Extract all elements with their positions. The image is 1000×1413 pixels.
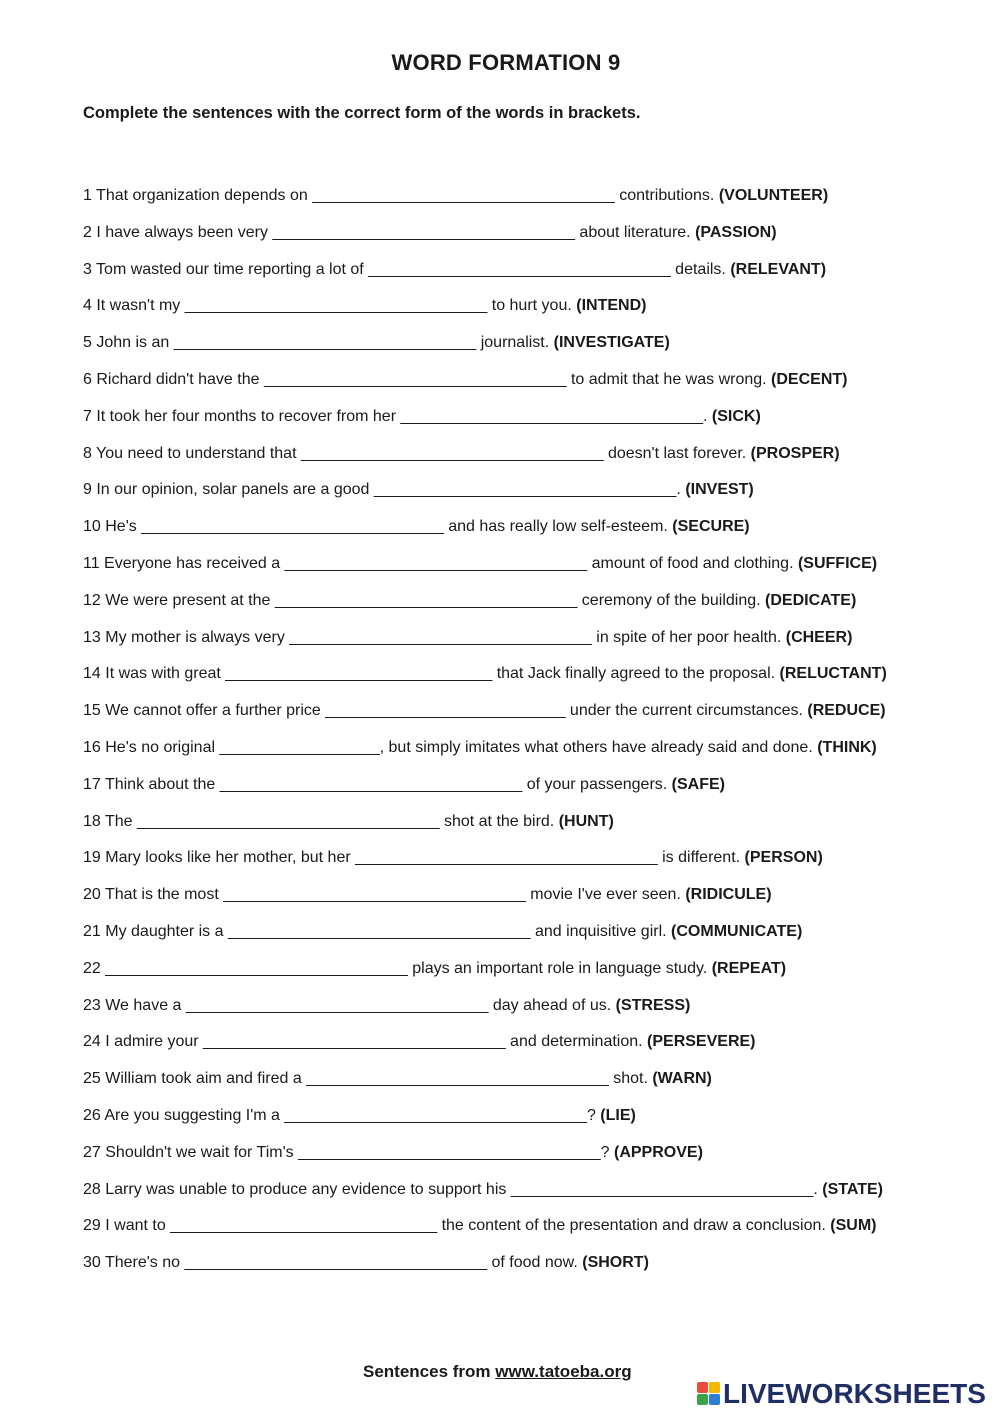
question-text: 23 We have a __________________________________ day ahead of us. bbox=[83, 996, 612, 1014]
question-item bbox=[83, 184, 983, 221]
question-text: 14 It was with great ______________________________ that Jack finally agreed to the proposal. bbox=[83, 665, 776, 683]
question-text: 6 Richard didn't have the __________________________________ to admit that he was wrong. bbox=[83, 370, 767, 388]
question-text: 7 It took her four months to recover from her __________________________________. bbox=[83, 407, 708, 425]
question-item bbox=[83, 810, 983, 847]
question-text: 28 Larry was unable to produce any evidence to support his __________________________________. bbox=[83, 1180, 818, 1198]
root-word: (COMMUNICATE) bbox=[671, 922, 803, 940]
question-item bbox=[83, 883, 983, 920]
question-item bbox=[83, 1104, 983, 1141]
question-text: 5 John is an __________________________________ journalist. bbox=[83, 334, 550, 352]
question-text: 29 I want to ______________________________ the content of the presentation and draw a conclusion. bbox=[83, 1217, 826, 1235]
root-word: (STRESS) bbox=[615, 996, 691, 1014]
question-text: 26 Are you suggesting I'm a __________________________________? bbox=[83, 1106, 596, 1124]
root-word: (SHORT) bbox=[582, 1254, 649, 1272]
question-text: 1 That organization depends on __________________________________ contributions. bbox=[83, 187, 715, 204]
question-text: 18 The __________________________________ shot at the bird. bbox=[83, 812, 555, 830]
question-item bbox=[83, 1030, 983, 1067]
liveworksheets-logo bbox=[697, 1376, 986, 1412]
question-item bbox=[83, 626, 983, 663]
question-text: 27 Shouldn't we wait for Tim's __________________________________? bbox=[83, 1143, 610, 1161]
root-word: (VOLUNTEER) bbox=[718, 187, 829, 204]
question-item bbox=[83, 589, 983, 626]
question-item bbox=[83, 662, 983, 699]
root-word: (PERSON) bbox=[744, 849, 823, 867]
tatoeba-link[interactable]: www.tatoeba.org bbox=[495, 1362, 632, 1381]
question-item bbox=[83, 846, 983, 883]
root-word: (INVEST) bbox=[685, 481, 754, 499]
root-word: (SUFFICE) bbox=[797, 554, 878, 572]
instructions: Complete the sentences with the correct form of the words in brackets. bbox=[83, 104, 641, 122]
question-text: 13 My mother is always very __________________________________ in spite of her poor health. bbox=[83, 628, 782, 646]
root-word: (SUM) bbox=[830, 1217, 877, 1235]
footer bbox=[363, 1362, 632, 1382]
footer-prefix: Sentences from bbox=[363, 1362, 496, 1381]
question-item bbox=[83, 1141, 983, 1178]
root-word: (STATE) bbox=[822, 1180, 883, 1198]
root-word: (RELUCTANT) bbox=[779, 665, 887, 683]
root-word: (INVESTIGATE) bbox=[553, 334, 670, 352]
question-item bbox=[83, 994, 983, 1031]
question-text: 4 It wasn't my __________________________________ to hurt you. bbox=[83, 297, 572, 315]
root-word: (THINK) bbox=[817, 738, 877, 756]
question-text: 24 I admire your __________________________________ and determination. bbox=[83, 1033, 643, 1051]
root-word: (HUNT) bbox=[558, 812, 614, 830]
question-item bbox=[83, 1251, 983, 1288]
question-text: 8 You need to understand that __________________________________ doesn't last forever. bbox=[83, 444, 747, 462]
root-word: (INTEND) bbox=[576, 297, 647, 315]
question-text: 25 William took aim and fired a __________________________________ shot. bbox=[83, 1070, 648, 1088]
question-text: 2 I have always been very __________________________________ about literature. bbox=[83, 223, 691, 241]
question-item bbox=[83, 331, 983, 368]
question-text: 21 My daughter is a __________________________________ and inquisitive girl. bbox=[83, 922, 667, 940]
question-item bbox=[83, 442, 983, 479]
question-item bbox=[83, 552, 983, 589]
root-word: (RELEVANT) bbox=[730, 260, 827, 278]
question-text: 17 Think about the __________________________________ of your passengers. bbox=[83, 775, 668, 793]
question-text: 16 He's no original __________________, but simply imitates what others have already said and done. bbox=[83, 738, 813, 756]
question-text: 11 Everyone has received a __________________________________ amount of food and clothing. bbox=[83, 554, 794, 572]
question-item bbox=[83, 515, 983, 552]
root-word: (LIE) bbox=[600, 1106, 636, 1124]
question-text: 30 There's no __________________________________ of food now. bbox=[83, 1254, 578, 1272]
logo-text: LIVEWORKSHEETS bbox=[723, 1378, 986, 1409]
question-item bbox=[83, 1178, 983, 1215]
question-item bbox=[83, 258, 983, 295]
question-text: 10 He's __________________________________ and has really low self-esteem. bbox=[83, 518, 668, 536]
question-item bbox=[83, 920, 983, 957]
question-text: 12 We were present at the __________________________________ ceremony of the building. bbox=[83, 591, 761, 609]
question-item bbox=[83, 478, 983, 515]
root-word: (SECURE) bbox=[672, 518, 750, 536]
root-word: (SAFE) bbox=[671, 775, 725, 793]
root-word: (CHEER) bbox=[785, 628, 853, 646]
question-item bbox=[83, 1214, 983, 1251]
logo-icon bbox=[697, 1382, 721, 1406]
root-word: (WARN) bbox=[652, 1070, 712, 1088]
root-word: (APPROVE) bbox=[614, 1143, 703, 1161]
page-title: WORD FORMATION 9 bbox=[391, 50, 621, 75]
question-item bbox=[83, 1067, 983, 1104]
root-word: (DECENT) bbox=[771, 370, 848, 388]
question-item bbox=[83, 294, 983, 331]
root-word: (PROSPER) bbox=[750, 444, 840, 462]
question-item bbox=[83, 221, 983, 258]
question-text: 9 In our opinion, solar panels are a good __________________________________. bbox=[83, 481, 681, 499]
root-word: (REPEAT) bbox=[711, 959, 787, 977]
question-text: 22 __________________________________ plays an important role in language study. bbox=[83, 959, 708, 977]
root-word: (PASSION) bbox=[695, 223, 777, 241]
question-text: 20 That is the most __________________________________ movie I've ever seen. bbox=[83, 886, 681, 904]
root-word: (DEDICATE) bbox=[765, 591, 857, 609]
root-word: (REDUCE) bbox=[807, 702, 886, 720]
question-text: 19 Mary looks like her mother, but her __________________________________ is different. bbox=[83, 849, 741, 867]
question-item bbox=[83, 736, 983, 773]
question-item bbox=[83, 699, 983, 736]
question-item bbox=[83, 957, 983, 994]
question-item bbox=[83, 405, 983, 442]
root-word: (SICK) bbox=[711, 407, 761, 425]
root-word: (RIDICULE) bbox=[685, 886, 772, 904]
question-item bbox=[83, 773, 983, 810]
question-text: 3 Tom wasted our time reporting a lot of __________________________________ details. bbox=[83, 260, 726, 278]
question-text: 15 We cannot offer a further price ___________________________ under the current circumstances. bbox=[83, 702, 803, 720]
question-item bbox=[83, 368, 983, 405]
root-word: (PERSEVERE) bbox=[647, 1033, 756, 1051]
question-list bbox=[83, 184, 983, 1288]
